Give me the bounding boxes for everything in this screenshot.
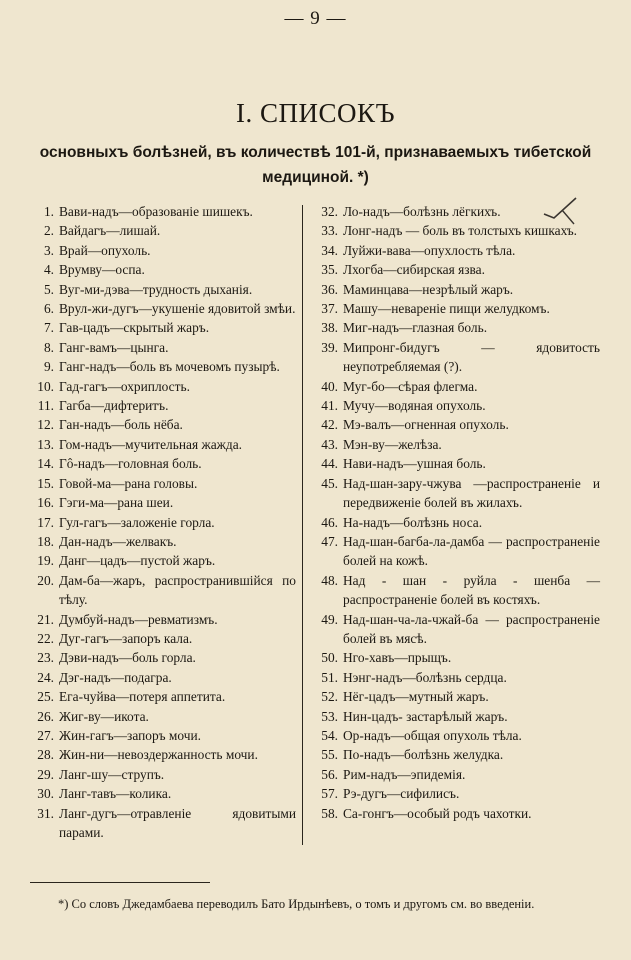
list-entry [26, 318, 296, 337]
entry-number: 4. [43, 262, 54, 278]
entry-text: Лонг-надъ — боль въ толстыхъ кишкахъ. [343, 223, 578, 239]
list-entry [26, 338, 296, 357]
entry-number: 46. [321, 514, 338, 530]
entry-number: 35. [321, 262, 338, 278]
entry-number: 37. [321, 301, 338, 317]
entry-text: Нави-надъ—ушная боль. [343, 456, 486, 472]
entry-text: Миг-надъ—глазная боль. [343, 320, 488, 336]
entry-text: Мучу—водяная опухоль. [343, 398, 486, 414]
entry-number: 28. [37, 747, 54, 763]
list-entry [26, 299, 296, 318]
entry-number: 13. [37, 436, 54, 452]
entry-number: 5. [43, 281, 54, 297]
entry-text: Ганг-вамъ—цынга. [59, 339, 169, 355]
entry-number: 54. [321, 727, 338, 743]
entry-text: Вайдагъ—лишай. [59, 223, 161, 239]
entry-number: 51. [321, 669, 338, 685]
entry-text: Над-шан-багба-ла-дамба — распространеніе болей на кожѣ. [343, 533, 600, 569]
list-entry [26, 513, 296, 532]
entry-number: 24. [37, 669, 54, 685]
entry-text: Говой-ма—рана головы. [59, 475, 198, 491]
entry-text: Машу—невареніе пищи желудкомъ. [343, 301, 550, 317]
entry-text: Ланг-шу—струпъ. [59, 766, 165, 782]
entry-number: 6. [43, 301, 54, 317]
entry-text: Вуг-ми-дэва—трудность дыханія. [59, 281, 253, 297]
entry-number: 14. [37, 456, 54, 472]
entry-number: 58. [321, 805, 338, 821]
entry-text: Гом-надъ—мучительная жажда. [59, 436, 242, 452]
entry-number: 49. [321, 611, 338, 627]
entry-number: 3. [43, 242, 54, 258]
list-entry [310, 707, 600, 726]
list-entry [310, 338, 600, 377]
list-entry [310, 474, 600, 513]
entry-number: 43. [321, 436, 338, 452]
list-entry [26, 435, 296, 454]
list-entry [310, 299, 600, 318]
entry-number: 18. [37, 533, 54, 549]
entry-text: Врул-жи-дугъ—укушеніе ядовитой змѣи. [59, 301, 296, 317]
entry-text: Муг-бо—сѣрая флегма. [343, 378, 478, 394]
entry-text: Вави-надъ—образованіе шишекъ. [59, 204, 253, 219]
entry-text: Ланг-тавъ—колика. [59, 786, 172, 802]
entry-number: 31. [37, 805, 54, 821]
entry-text: Гул-гагъ—заложеніе горла. [59, 514, 215, 530]
entry-text: Жин-гагъ—запоръ мочи. [59, 727, 201, 743]
entry-number: 12. [37, 417, 54, 433]
entry-text: По-надъ—болѣзнь желудка. [343, 747, 504, 763]
entry-number: 34. [321, 242, 338, 258]
entry-text: Над - шан - руйла - шенба — распространеніе болей въ костяхъ. [343, 572, 600, 608]
entry-number: 29. [37, 766, 54, 782]
entry-number: 56. [321, 766, 338, 782]
list-entry [310, 260, 600, 279]
list-entry [310, 241, 600, 260]
list-entry [310, 571, 600, 610]
entry-number: 25. [37, 689, 54, 705]
entry-number: 21. [37, 611, 54, 627]
list-entry [26, 241, 296, 260]
list-entry [310, 668, 600, 687]
list-entry [310, 610, 600, 649]
entry-number: 45. [321, 475, 338, 491]
entry-number: 57. [321, 786, 338, 802]
entry-text: Гô-надъ—головная боль. [59, 456, 202, 472]
entry-text: Над-шан-ча-ла-чжай-ба — распространеніе болей въ мясѣ. [343, 611, 600, 646]
entry-text: Врай—опухоль. [59, 242, 151, 258]
list-entry [310, 318, 600, 337]
list-entry [310, 377, 600, 396]
list-entry [310, 435, 600, 454]
list-entry [310, 396, 600, 415]
list-subtitle: основныхъ болѣзней, въ количествѣ 101-й, признаваемыхъ тибетской медициной. *) [39, 144, 592, 186]
list-entry [26, 221, 296, 240]
entry-text: Ло-надъ—болѣзнь лёгкихъ. [343, 204, 501, 219]
list-entry [310, 454, 600, 473]
column-divider [302, 205, 303, 845]
entry-number: 42. [321, 417, 338, 433]
list-entry [310, 804, 600, 823]
footnote-rule [30, 882, 210, 883]
entry-text: Лхогба—сибирская язва. [343, 262, 485, 278]
entry-number: 55. [321, 747, 338, 763]
list-entry [310, 687, 600, 706]
entry-number: 39. [321, 339, 338, 355]
entry-text: Ор-надъ—общая опухоль тѣла. [343, 727, 522, 743]
entry-number: 32. [321, 204, 338, 219]
list-entry [26, 784, 296, 803]
list-entry [26, 745, 296, 764]
entry-number: 38. [321, 320, 338, 336]
list-entry [310, 648, 600, 667]
entry-number: 22. [37, 630, 54, 646]
list-title: I. СПИСОКЪ [235, 98, 396, 128]
entry-text: Рим-надъ—эпидемія. [343, 766, 466, 782]
list-entry [26, 474, 296, 493]
list-entry [26, 396, 296, 415]
list-entry [26, 629, 296, 648]
entry-number: 8. [43, 339, 54, 355]
entry-text: Гад-гагъ—охриплость. [59, 378, 190, 394]
entry-text: Мэн-ву—желѣза. [343, 436, 442, 452]
entry-text: Нин-цадъ- застарѣлый жаръ. [343, 708, 508, 724]
entry-number: 7. [43, 320, 54, 336]
entry-text: Мэ-валъ—огненная опухоль. [343, 417, 509, 433]
pencil-checkmark-icon [540, 188, 590, 228]
list-entry [310, 784, 600, 803]
entry-number: 11. [37, 398, 54, 414]
entry-text: Луйжи-вава—опухлость тѣла. [343, 242, 516, 258]
list-entry [310, 765, 600, 784]
list-entry [26, 648, 296, 667]
list-entry [26, 610, 296, 629]
entry-number: 17. [37, 514, 54, 530]
entry-number: 47. [321, 533, 338, 549]
list-entry [310, 532, 600, 571]
entry-number: 23. [37, 650, 54, 666]
entry-text: Данг—цадъ—пустой жаръ. [59, 553, 216, 569]
list-entry [310, 726, 600, 745]
entry-text: Врумву—оспа. [59, 262, 145, 278]
entry-number: 2. [43, 223, 54, 239]
entry-number: 26. [37, 708, 54, 724]
list-entry [310, 415, 600, 434]
entry-number: 9. [43, 359, 54, 375]
list-entry [26, 726, 296, 745]
page-number: — 9 — [284, 8, 347, 29]
entry-number: 30. [37, 786, 54, 802]
entry-text: Рэ-дугъ—сифилисъ. [343, 786, 460, 802]
entry-text: Дэг-надъ—подагра. [59, 669, 172, 685]
list-entry [26, 707, 296, 726]
entry-number: 44. [321, 456, 338, 472]
entry-number: 10. [37, 378, 54, 394]
entry-text: Думбуй-надъ—ревматизмъ. [59, 611, 218, 627]
entry-number: 41. [321, 398, 338, 414]
entry-number: 52. [321, 689, 338, 705]
entry-text: Нёг-цадъ—мутный жаръ. [343, 689, 489, 705]
entry-number: 20. [37, 572, 54, 588]
entry-text: Нэнг-надъ—болѣзнь сердца. [343, 669, 507, 685]
list-entry [26, 377, 296, 396]
entry-number: 1. [43, 204, 54, 219]
list-entry [26, 668, 296, 687]
entry-text: Са-гонгъ—особый родъ чахотки. [343, 805, 532, 821]
list-entry [26, 454, 296, 473]
entry-text: Жиг-ву—икота. [59, 708, 149, 724]
entry-text: Мипронг-бидугъ — ядовитость неупотребляемая (?). [343, 339, 600, 375]
entry-text: Дан-надъ—желвакъ. [59, 533, 177, 549]
list-entry [26, 532, 296, 551]
entry-number: 15. [37, 475, 54, 491]
list-entry [26, 280, 296, 299]
entry-text: Гав-цадъ—скрытый жаръ. [59, 320, 210, 336]
entry-text: Гагба—дифтеритъ. [59, 398, 169, 414]
list-entry [26, 202, 296, 221]
entry-text: На-надъ—болѣзнь носа. [343, 514, 483, 530]
entry-number: 50. [321, 650, 338, 666]
entry-text: Дуг-гагъ—запоръ кала. [59, 630, 193, 646]
entry-text: Дэви-надъ—боль горла. [59, 650, 196, 666]
entry-number: 27. [37, 727, 54, 743]
entry-text: Нго-хавъ—прыщъ. [343, 650, 452, 666]
entry-number: 40. [321, 378, 338, 394]
entry-text: Жин-ни—невоздержанность мочи. [59, 747, 258, 763]
entry-number: 16. [37, 495, 54, 511]
entry-number: 53. [321, 708, 338, 724]
entry-text: Дам-ба—жаръ, распространившійся по тѣлу. [59, 572, 296, 608]
list-entry [26, 571, 296, 610]
list-entry [26, 260, 296, 279]
list-entry [26, 765, 296, 784]
entry-number: 48. [321, 572, 338, 588]
list-entry [26, 493, 296, 512]
entry-number: 36. [321, 281, 338, 297]
list-entry [310, 280, 600, 299]
entry-text: Маминцава—незрѣлый жаръ. [343, 281, 514, 297]
entry-text: Ган-надъ—боль нёба. [59, 417, 183, 433]
entry-text: Ланг-дугъ—отравленіе ядовитыми парами. [59, 805, 296, 840]
list-entry [310, 745, 600, 764]
entry-text: Над-шан-зару-чжува —распространеніе и передвиженіе болей въ жилахъ. [343, 475, 600, 511]
entry-text: Ега-чуйва—потеря аппетита. [59, 689, 226, 705]
footnote: *) Со словъ Джедамбаева переводилъ Бато Ирдынѣевъ, о томъ и другомъ см. во введеніи. [58, 897, 535, 911]
entry-text: Гэги-ма—рана шеи. [59, 495, 174, 511]
list-entry [26, 687, 296, 706]
left-column [26, 202, 296, 842]
list-entry [26, 551, 296, 570]
list-entry [26, 804, 296, 843]
entry-number: 33. [321, 223, 338, 239]
entry-number: 19. [37, 553, 54, 569]
right-column [310, 202, 600, 823]
list-entry [26, 357, 296, 376]
list-entry [26, 415, 296, 434]
entry-text: Ганг-надъ—боль въ мочевомъ пузырѣ. [59, 359, 280, 375]
list-entry [310, 513, 600, 532]
